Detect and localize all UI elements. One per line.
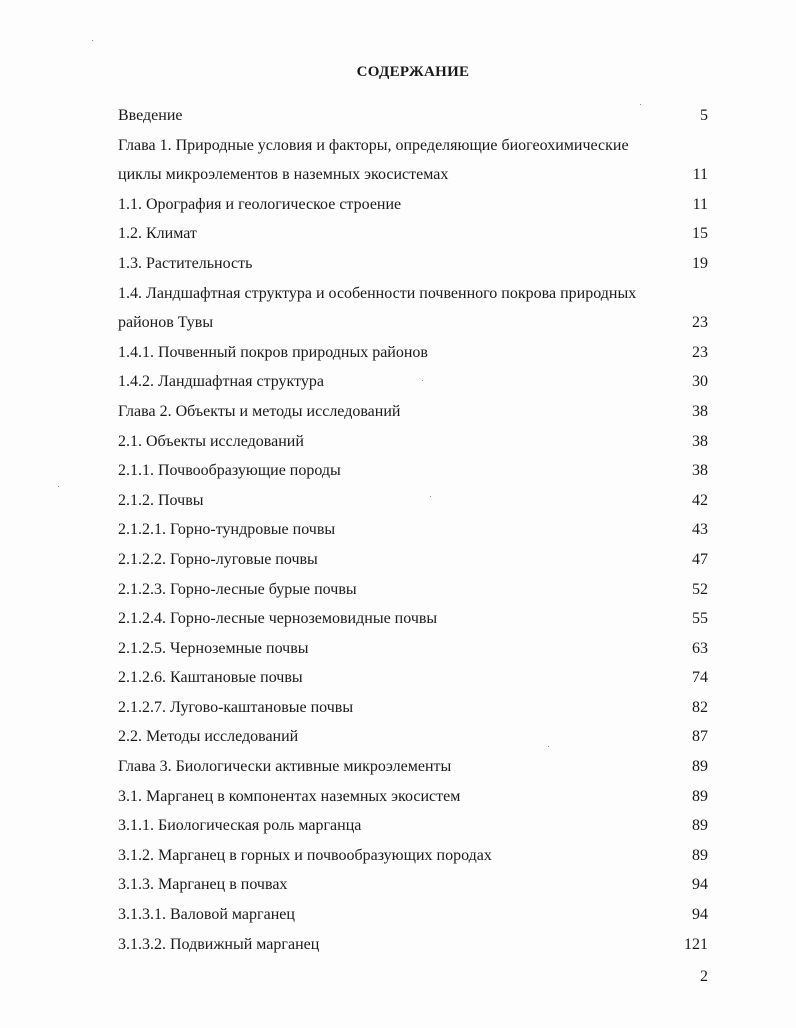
toc-entry xyxy=(118,545,712,575)
toc-entry xyxy=(118,634,712,664)
scan-speck xyxy=(58,486,59,487)
toc-entry-title: 3.1.1. Биологическая роль марганца xyxy=(118,817,362,835)
toc-entry-title: 2.1.2. Почвы xyxy=(118,491,204,509)
toc-entry-title: 1.2. Климат xyxy=(118,225,197,243)
toc-entry xyxy=(118,663,712,693)
toc-entry-page: 38 xyxy=(692,462,708,480)
toc-entry-page: 63 xyxy=(692,639,708,657)
toc-entry-page: 38 xyxy=(692,402,708,420)
toc-entry-page: 89 xyxy=(692,846,708,864)
toc-entry xyxy=(118,870,712,900)
toc-entry-page: 11 xyxy=(692,195,708,213)
toc-entry-title: 2.1.2.3. Горно-лесные бурые почвы xyxy=(118,580,357,598)
toc-entry xyxy=(118,279,712,338)
toc-entry-page: 89 xyxy=(692,787,708,805)
toc-entry-title: 1.4.2. Ландшафтная структура xyxy=(118,373,324,391)
toc-entry-page: 23 xyxy=(692,343,708,361)
toc-entry-page: 38 xyxy=(692,432,708,450)
toc-entry-page: 5 xyxy=(700,107,708,124)
toc-entry-title: 3.1.2. Марганец в горных и почвообразующих породах xyxy=(118,846,492,864)
toc-entry xyxy=(118,397,712,427)
toc-entry-page: 89 xyxy=(692,758,708,776)
toc-entry-page: 42 xyxy=(692,491,708,509)
toc-entry xyxy=(118,752,712,782)
toc-entry-title: Глава 2. Объекты и методы исследований xyxy=(118,402,401,420)
toc-entry-page: 94 xyxy=(692,876,708,894)
toc-entry-title: 2.1.2.5. Черноземные почвы xyxy=(118,639,309,657)
toc-entry-title: 2.1.2.4. Горно-лесные черноземовидные почвы xyxy=(118,610,438,628)
scan-speck xyxy=(92,40,93,41)
toc-entry xyxy=(118,219,712,249)
toc-entry-title: 2.1. Объекты исследований xyxy=(118,432,304,450)
scan-speck xyxy=(422,380,423,381)
toc-entry-page: 43 xyxy=(692,521,708,539)
toc-entry-title: 3.1.3.1. Валовой марганец xyxy=(118,906,295,924)
toc-entry-title: 2.2. Методы исследований xyxy=(118,728,299,746)
toc-entry-page: 87 xyxy=(692,728,708,746)
toc-entry-title: 1.1. Орография и геологическое строение xyxy=(118,195,402,213)
toc-entry xyxy=(118,575,712,605)
toc-entry-title: 2.1.1. Почвообразующие породы xyxy=(118,462,341,480)
toc-entry-title: 1.4.1. Почвенный покров природных районов xyxy=(118,343,428,361)
toc-entry-page: 52 xyxy=(692,580,708,598)
toc-entry-title: 1.3. Растительность xyxy=(118,254,253,272)
toc-entry-page: 47 xyxy=(692,550,708,568)
toc-entry-title: 2.1.2.2. Горно-луговые почвы xyxy=(118,550,318,568)
table-of-contents xyxy=(118,101,712,959)
toc-entry xyxy=(118,367,712,397)
toc-entry xyxy=(118,456,712,486)
toc-entry-title: 3.1.3. Марганец в почвах xyxy=(118,876,288,894)
toc-entry xyxy=(118,811,712,841)
toc-entry xyxy=(118,782,712,812)
toc-entry-page: 121 xyxy=(684,935,708,953)
toc-entry xyxy=(118,930,712,960)
toc-entry-title: 1.4. Ландшафтная структура и особенности почвенного покрова природных районов Тувы xyxy=(118,284,641,332)
toc-entry-title: 2.1.2.6. Каштановые почвы xyxy=(118,669,303,687)
toc-entry xyxy=(118,427,712,457)
toc-entry-title: Введение xyxy=(118,107,183,124)
toc-entry-title: 3.1. Марганец в компонентах наземных экосистем xyxy=(118,787,461,805)
toc-entry xyxy=(118,604,712,634)
toc-entry-page: 23 xyxy=(692,314,708,332)
toc-entry-page: 30 xyxy=(692,373,708,391)
page-number: 2 xyxy=(700,968,708,985)
toc-entry-page: 74 xyxy=(692,669,708,687)
toc-entry-page: 11 xyxy=(692,166,708,184)
toc-entry-page: 89 xyxy=(692,817,708,835)
toc-entry-page: 82 xyxy=(692,698,708,716)
toc-entry xyxy=(118,841,712,871)
toc-entry xyxy=(118,190,712,220)
toc-entry-page: 19 xyxy=(692,254,708,272)
toc-entry xyxy=(118,131,712,190)
toc-entry-page: 15 xyxy=(692,225,708,243)
toc-entry-title: 2.1.2.1. Горно-тундровые почвы xyxy=(118,521,336,539)
page-title: СОДЕРЖАНИЕ xyxy=(356,64,470,80)
scan-speck xyxy=(640,104,641,105)
toc-entry-title: 3.1.3.2. Подвижный марганец xyxy=(118,935,320,953)
toc-entry-page: 94 xyxy=(692,906,708,924)
scan-speck xyxy=(430,496,431,497)
toc-entry xyxy=(118,900,712,930)
toc-entry xyxy=(118,486,712,516)
toc-entry-title: Глава 3. Биологически активные микроэлементы xyxy=(118,758,452,776)
toc-entry xyxy=(118,722,712,752)
toc-entry-page: 55 xyxy=(692,610,708,628)
toc-entry xyxy=(118,693,712,723)
toc-entry-title: 2.1.2.7. Лугово-каштановые почвы xyxy=(118,698,354,716)
toc-entry xyxy=(118,338,712,368)
toc-entry xyxy=(118,249,712,279)
toc-entry xyxy=(118,101,712,131)
toc-entry xyxy=(118,515,712,545)
toc-entry-title: Глава 1. Природные условия и факторы, определяющие биогеохимические циклы микроэлементов в наземных экосистемах xyxy=(118,136,633,184)
scan-speck xyxy=(548,746,549,747)
